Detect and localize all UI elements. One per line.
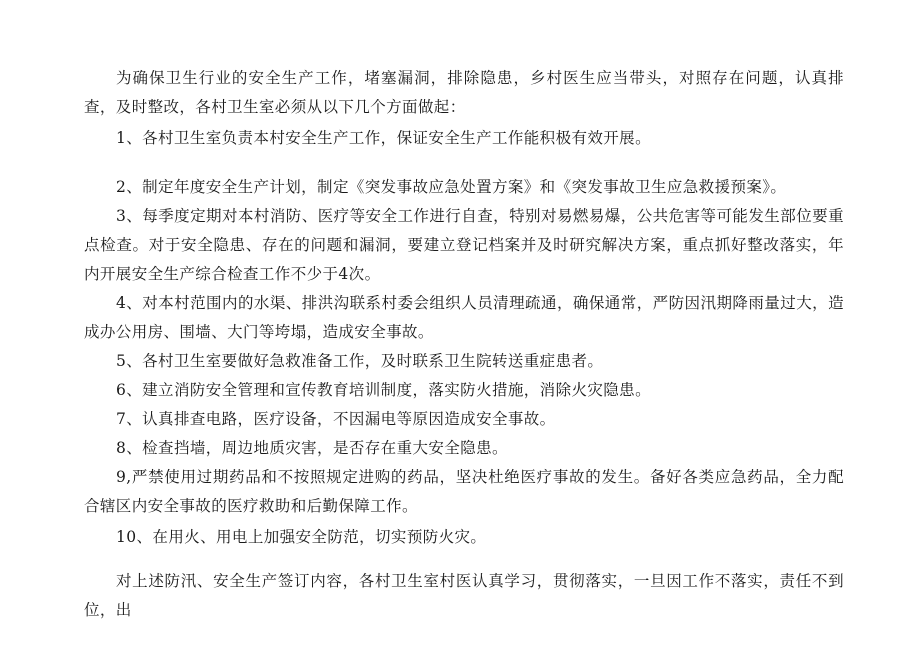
list-item-6: 6、建立消防安全管理和宣传教育培训制度，落实防火措施，消除火灾隐患。 (116, 381, 651, 399)
list-item-1: 1、各村卫生室负责本村安全生产工作，保证安全生产工作能积极有效开展。 (116, 129, 651, 147)
list-item-3: 3、每季度定期对本村消防、医疗等安全工作进行自查，特别对易燃易爆，公共危害等可能发生部位要重点检查。对于安全隐患、存在的问题和漏洞，要建立登记档案并及时研究解决方案，重点抓好整改落实，年内开展安全生产综合检查工作不少于4次。 (84, 207, 844, 283)
intro-paragraph: 为确保卫生行业的安全生产工作，堵塞漏洞，排除隐患，乡村医生应当带头，对照存在问题，认真排查，及时整改，各村卫生室必须从以下几个方面做起： (84, 69, 844, 116)
list-item-8: 8、检查挡墙，周边地质灾害，是否存在重大安全隐患。 (116, 439, 508, 457)
list-item-5: 5、各村卫生室要做好急救准备工作，及时联系卫生院转送重症患者。 (116, 352, 604, 370)
list-item-9: 9,严禁使用过期药品和不按照规定进购的药品，坚决杜绝医疗事故的发生。备好各类应急药品，全力配合辖区内安全事故的医疗救助和后勤保障工作。 (84, 468, 844, 515)
list-item-10: 10、在用火、用电上加强安全防范，切实预防火灾。 (116, 528, 487, 546)
closing-paragraph: 对上述防汛、安全生产签订内容，各村卫生室村医认真学习，贯彻落实，一旦因工作不落实，责任不到位，出 (84, 572, 844, 619)
list-item-4: 4、对本村范围内的水渠、排洪沟联系村委会组织人员清理疏通，确保通常，严防因汛期降雨量过大，造成办公用房、围墙、大门等垮塌，造成安全事故。 (84, 294, 844, 341)
list-item-7: 7、认真排查电路，医疗设备，不因漏电等原因造成安全事故。 (116, 410, 556, 428)
list-item-2: 2、制定年度安全生产计划，制定《突发事故应急处置方案》和《突发事故卫生应急救援预案》。 (116, 178, 787, 196)
